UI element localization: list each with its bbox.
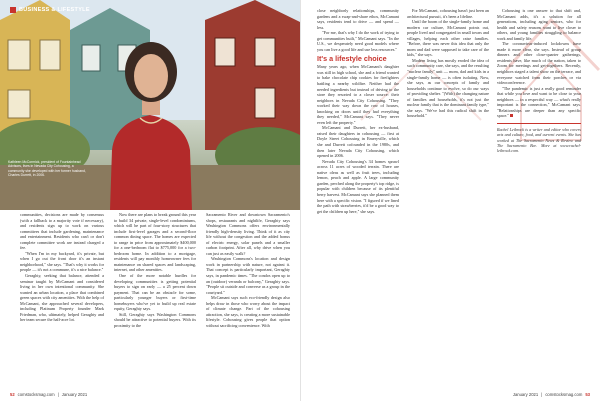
paragraph: Many years ago, when McCamant's daughter was still in high school, she and a friend wanted to bake chocolate chip cookies for firefighters battling a nearby wildfire. Neither had the needed ingredients but instead of driving to the store they resorted to a closer source: their neighbors in Nevada City Cohousing. "They worked their way down the row of houses, knocking on doors until they had everything they needed," McCamant says. "They never even left the property." bbox=[317, 64, 399, 125]
article-column-3 bbox=[206, 212, 290, 328]
article-column-5 bbox=[407, 8, 489, 119]
portrait-photo bbox=[0, 0, 300, 210]
photo-caption: Kathleen McCormick, president of Fountainhead Advisors, lives in Nevada City Cohousing, a community she developed with her former husband, Charles Durrett, in 2006. bbox=[8, 160, 86, 178]
author-bio: Rachel Leibrock is a writer and editor who covers arts and culture, food, and current events. She has worked at The Sacramento News & Review and The Sacramento Bee. More at www.rachel-leibrock.com. bbox=[497, 123, 581, 153]
article-column-2 bbox=[114, 212, 196, 328]
paragraph: close neighborly relationships, community gardens and a swap-and-share ethos, McCamant says, residents tend to drive — and spend — less. bbox=[317, 8, 399, 30]
page-number: 53 bbox=[585, 392, 590, 397]
footer-divider: | bbox=[57, 392, 59, 397]
paragraph: For McCamant, cohousing hasn't just been an architectural pursuit, it's been a lifeline. bbox=[407, 8, 489, 19]
paragraph: "For me, that's why I do the work of trying to get communities built," McCamant says. "In the U.S., we desperately need good models where you can live a good life and use less resources." bbox=[317, 30, 399, 52]
paragraph: One of the more notable hurdles for developing communities is getting potential buyers to sign on early — a 25 percent down payment. That can be an obstacle for some, particularly younger buyers or first-time homebuyers who've yet to build up real estate equity, Geraghty says. bbox=[114, 273, 196, 312]
article-column-4 bbox=[317, 8, 399, 214]
footer-site: comstocksmag.com bbox=[17, 392, 55, 397]
section-tag-label: BUSINESS & LIFESTYLE bbox=[19, 7, 90, 13]
right-page bbox=[300, 0, 600, 401]
article-column-6 bbox=[497, 8, 581, 153]
paragraph: Nevada City Cohousing's 34 homes sprawl across 11 acres of wooded terrain. There are native oleas as well as fruit trees, including lemon, peach and apple. A large community garden, perched along the property's top ridge, is popular with children because of its plentiful berry harvest. McCamant says she planned them here with a specific vision. "I figured if we lined the path with strawberries, it'd be a good way to get the children up here," she says. bbox=[317, 158, 399, 214]
paragraph: The coronavirus-induced lockdowns have made it more clear, she says. Instead of group dinners and other close-quarter gatherings, residents have, like much of the nation, taken to Zoom for meetings and get-togethers. Recently, neighbors staged a talent show on the terrace, and everyone watched from their porches or via videoconference. bbox=[497, 41, 581, 86]
paragraph: Sacramento River and downtown Sacramento's shops, restaurants and nightlife, Geraghty says Washington Commons offers environmentally friendly high-density living. Think of it as city life without the congestion and the added bonus of electric energy, solar panels and a smaller carbon footprint. After all, why drive when you can just as easily walk? bbox=[206, 212, 290, 256]
footer-site: comstocksmag.com bbox=[545, 392, 583, 397]
paragraph: communities, decisions are made by consensus (with a fallback to a majority vote if necessary), and residents sign up to work on various committees that include gardening, maintenance and entertainment. Residents who can't or don't complete committee work are instead charged a fee. bbox=[20, 212, 104, 251]
footer-date: January 2021 bbox=[61, 392, 88, 397]
footer-left bbox=[10, 392, 87, 397]
section-tag-marker bbox=[10, 7, 16, 13]
paragraph bbox=[497, 86, 581, 119]
paragraph: Until the boom of the single-family home and modern car culture, McCamant points out, people lived and congregated in small towns and villages, helping each other raise families. "Before, there was never this idea that only the mom and dad were supposed to take care of the kids," she says. bbox=[407, 19, 489, 58]
photo-illustration bbox=[0, 0, 300, 210]
paragraph: Geraghty, seeking that balance, attended a seminar taught by McCamant and considered living in her own intentional community. She wanted an urban location, a place that combined green spaces with city amenities. With the help of McCamant, she approached several developers, including Platinum Property founder Mark Friedman, who, ultimately, helped Geraghty and her team secure the half-acre lot. bbox=[20, 273, 104, 323]
paragraph: Cohousing is one answer to that shift and, McCamant adds, it's a solution for all generations, including aging seniors, who for health and safety reasons want to live closer to others, and young families struggling to balance work and family life. bbox=[497, 8, 581, 41]
paragraph: Modern living has mostly eroded the idea of such community care, she says, and the resulting "nuclear family" unit — mom, dad and kids in a single-family home — is often isolating. Now, she says, as our concepts of family and households continue to evolve, so do our ways of providing shelter. "(With) the changing nature of families and households, it's not just the nuclear family that is the dominant family type," she says. "We've had this radical shift in the household." bbox=[407, 57, 489, 119]
paragraph: Now there are plans to break ground this year to build 34 private, single-level condominiums, which will be part of four-story structures that include first-level garages and a second-floor common dining space. The homes are expected to range in price from approximately $400,000 for a one-bedroom flat to $775,000 for a two-bedroom home. In addition to a mortgage, residents will pay monthly homeowner fees for maintenance on shared spaces and landscaping, internet, and other amenities. bbox=[114, 212, 196, 273]
page-number: 52 bbox=[10, 392, 15, 397]
section-subhead: It's a lifestyle choice bbox=[317, 54, 387, 64]
paragraph: McCamant and Durrett, her ex-husband, raised their daughters in cohousing — first at Doyle Street Cohousing in Emeryville, which she and Durrett cofounded in the 1980s, and then later Nevada City Cohousing, which opened in 2006. bbox=[317, 125, 399, 159]
footer-right bbox=[513, 392, 590, 397]
paragraph: McCamant says such eco-friendly design also helps draw in those who worry about the impact of climate change. Part of the cohousing attraction, she says, is creating a more sustainable lifestyle. Cohousing gives people that option without sacrificing convenience. With bbox=[206, 295, 290, 328]
paragraph: Still, Geraghty says Washington Commons should be attractive to potential buyers. With its proximity to the bbox=[114, 311, 196, 328]
footer-date: January 2021 bbox=[512, 392, 539, 397]
footer-divider: | bbox=[541, 392, 543, 397]
end-mark bbox=[510, 114, 513, 117]
section-tag bbox=[10, 6, 90, 14]
paragraph: Washington Commons's location and design work in partnership with nature, not against it. That concept is particularly important, Geraghty says, in pandemic times. "The condos open up to an (outdoor) veranda or balcony," Geraghty says. "People sit outside and converse as a group in the courtyard." bbox=[206, 256, 290, 295]
paragraph-text: "The pandemic is just a really good reminder that while you love and want to be close to your neighbors — in a respectful way — what's really important is the connection," McCamant says. "Relationships are deeper than any specific space." bbox=[497, 85, 581, 119]
article-column-1 bbox=[20, 212, 104, 323]
paragraph: "When I'm in my backyard, it's private, but when I go out the front door it's an instant neighborhood," she says. "That's why it works for people — it's not a commune, it's a nice balance." bbox=[20, 250, 104, 273]
